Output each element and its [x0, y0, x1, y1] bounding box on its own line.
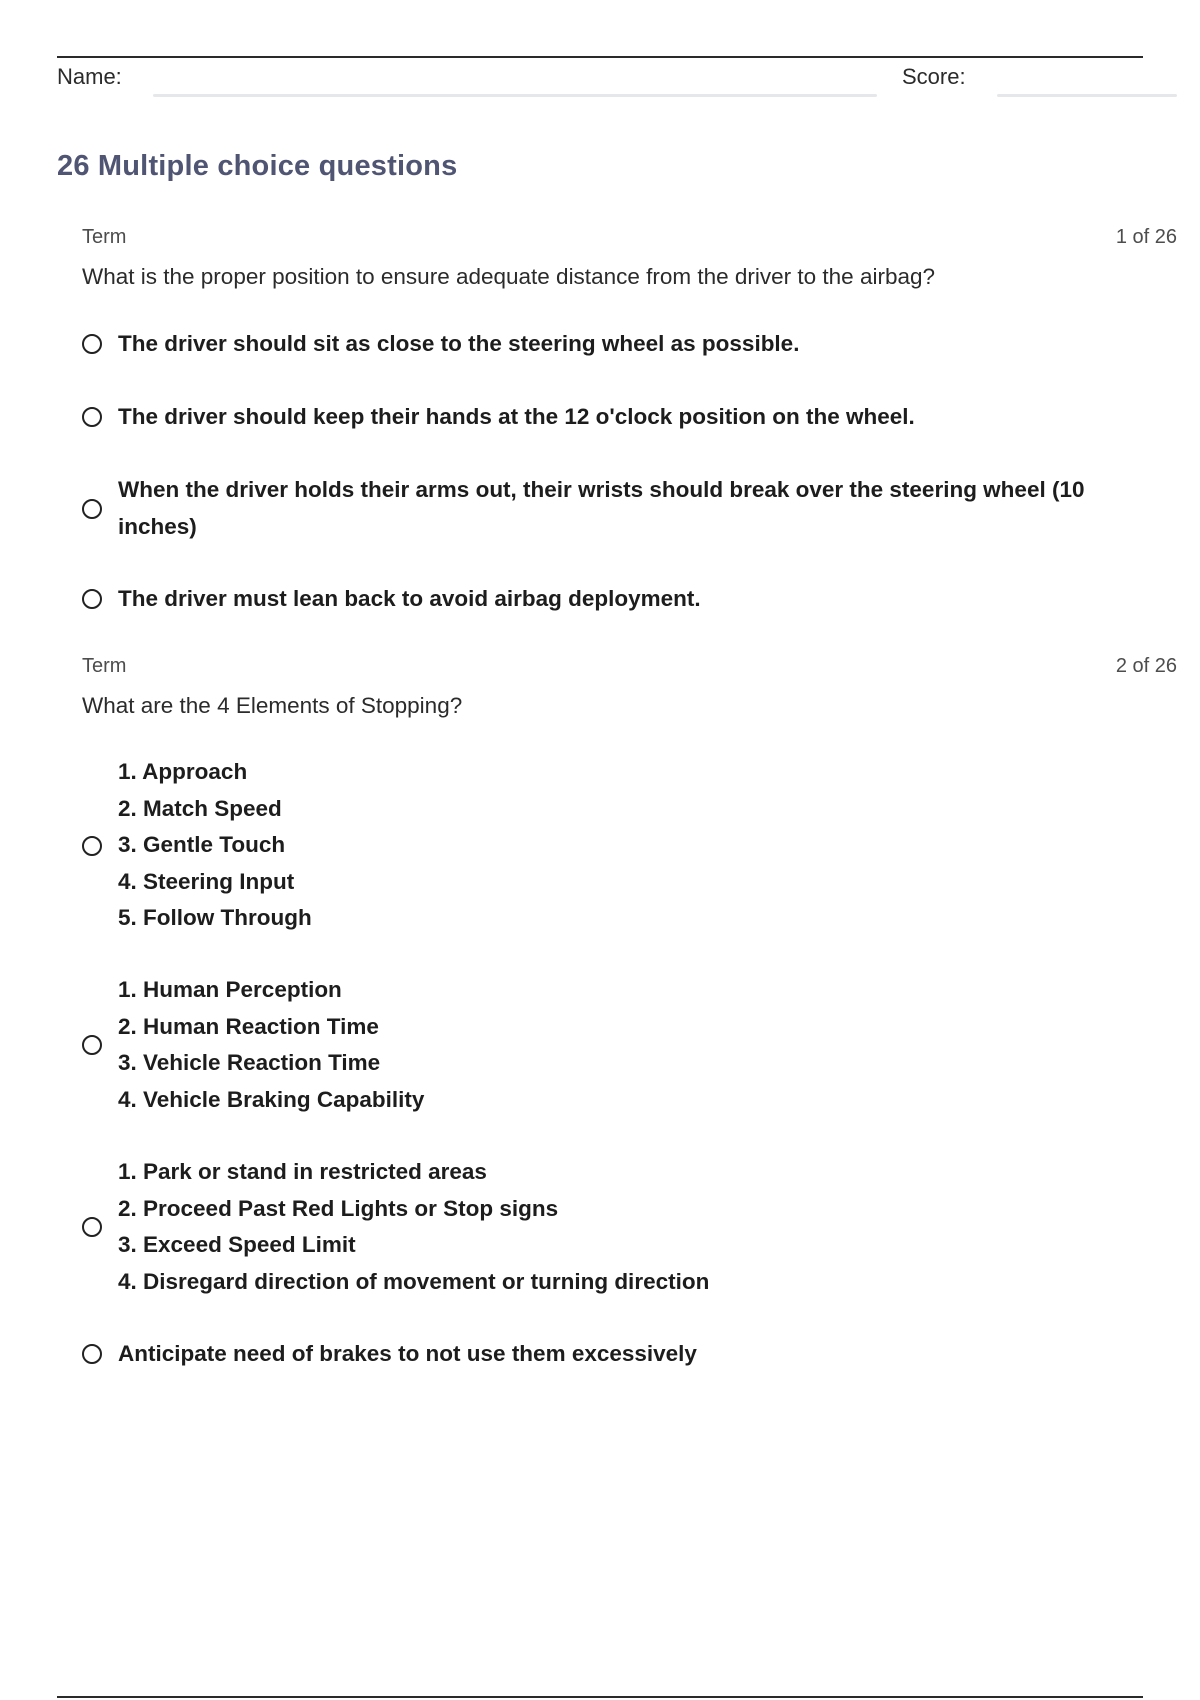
section-title: 26 Multiple choice questions [57, 150, 458, 182]
option-text: Anticipate need of brakes to not use them excessively [118, 1341, 697, 1366]
question-card [82, 226, 1177, 616]
radio-button-icon[interactable] [82, 334, 102, 354]
top-rule [57, 56, 1143, 58]
question-card [82, 655, 1177, 1375]
option-text: The driver should sit as close to the steering wheel as possible. [118, 331, 800, 356]
radio-button-icon[interactable] [82, 1344, 102, 1364]
question-counter: 1 of 26 [1115, 226, 1177, 248]
question-meta [82, 226, 1177, 252]
option-text: The driver must lean back to avoid airbag deployment. [118, 586, 701, 611]
option-text: The driver should keep their hands at the 12 o'clock position on the wheel. [118, 404, 915, 429]
option-text-line: 3. Gentle Touch [118, 832, 286, 857]
bottom-rule [57, 1696, 1143, 1698]
radio-button-icon[interactable] [82, 836, 102, 856]
name-field[interactable] [153, 94, 877, 97]
option-text-line: 3. Vehicle Reaction Time [118, 1050, 381, 1075]
question-prompt: What are the 4 Elements of Stopping? [82, 693, 463, 718]
answer-option[interactable] [82, 1336, 1147, 1372]
answer-option[interactable] [82, 472, 1147, 545]
answer-option[interactable] [82, 581, 1147, 617]
option-text-line: 1. Park or stand in restricted areas [118, 1159, 487, 1184]
radio-button-icon[interactable] [82, 1217, 102, 1237]
option-text-line: 2. Match Speed [118, 795, 282, 821]
term-label: Term [82, 226, 127, 248]
option-text-line: 4. Disregard direction of movement or turning direction [118, 1268, 710, 1294]
option-text-line: 1. Human Perception [118, 977, 342, 1002]
option-text-line: When the driver holds their arms out, their wrists should break over the steering wheel (10 [118, 477, 1085, 502]
radio-button-icon[interactable] [82, 589, 102, 609]
answer-option[interactable] [82, 1154, 1147, 1300]
option-text-line: inches) [118, 513, 197, 539]
answer-option[interactable] [82, 399, 1147, 435]
term-label: Term [82, 655, 127, 677]
radio-button-icon[interactable] [82, 1035, 102, 1055]
score-label: Score: [902, 64, 966, 89]
answer-option[interactable] [82, 326, 1147, 362]
option-text-line: 4. Steering Input [118, 868, 295, 894]
option-text-line: 1. Approach [118, 759, 248, 784]
option-text-line: 2. Proceed Past Red Lights or Stop signs [118, 1195, 559, 1221]
answer-option[interactable] [82, 754, 1147, 937]
name-label: Name: [57, 64, 122, 89]
question-meta [82, 655, 1177, 681]
option-text-line: 2. Human Reaction Time [118, 1013, 379, 1039]
answer-option[interactable] [82, 972, 1147, 1118]
option-text-line: 4. Vehicle Braking Capability [118, 1086, 425, 1112]
question-counter: 2 of 26 [1115, 655, 1177, 677]
worksheet-header [57, 62, 1177, 98]
radio-button-icon[interactable] [82, 407, 102, 427]
option-text-line: 3. Exceed Speed Limit [118, 1232, 356, 1257]
question-prompt: What is the proper position to ensure adequate distance from the driver to the airbag? [82, 264, 936, 289]
option-text-line: 5. Follow Through [118, 905, 312, 930]
score-field[interactable] [997, 94, 1177, 97]
radio-button-icon[interactable] [82, 499, 102, 519]
